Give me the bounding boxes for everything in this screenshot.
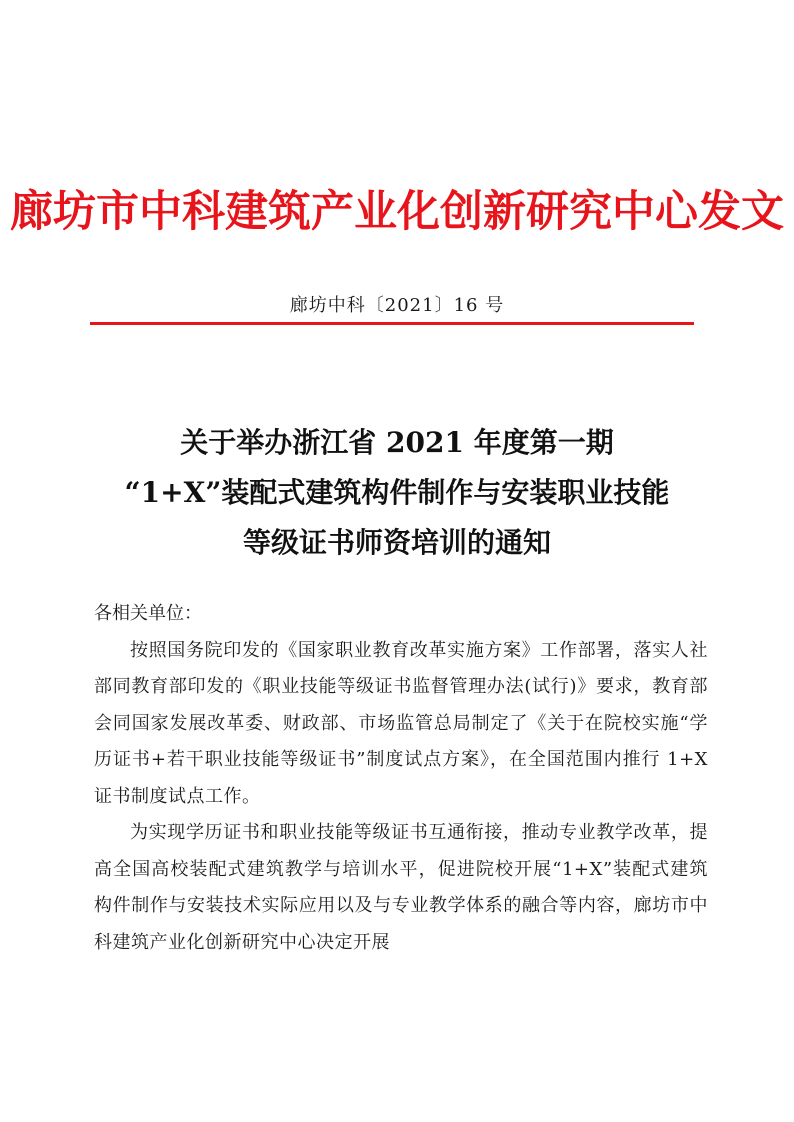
salutation: 各相关单位：: [94, 603, 202, 624]
document-number: 廊坊中科〔2021〕16 号: [289, 295, 505, 316]
notice-title-line-1: 关于举办浙江省 2021 年度第一期: [180, 426, 614, 459]
notice-title-line-3: 等级证书师资培训的通知: [242, 526, 551, 559]
body-paragraph-2: 为实现学历证书和职业技能等级证书互通衔接，推动专业教学改革，提高全国高校装配式建筑教学与培训水平，促进院校开展“1+X”装配式建筑构件制作与安装技术实际应用以及与专业教学体系的融合等内容，廊坊市中科建筑产业化创新研究中心决定开展: [94, 822, 708, 953]
notice-title-line-2: “1+X”装配式建筑构件制作与安装职业技能: [124, 476, 670, 509]
notice-title: [0, 418, 794, 568]
body-paragraph-1: 按照国务院印发的《国家职业教育改革实施方案》工作部署，落实人社部同教育部印发的《职业技能等级证书监督管理办法(试行)》要求，教育部会同国家发展改革委、财政部、市场监管总局制定了《关于在院校实施“学历证书+若干职业技能等级证书”制度试点方案》，在全国范围内推行 1+X 证书制度试点工作。: [94, 639, 708, 807]
issuer-header-title: 廊坊市中科建筑产业化创新研究中心发文: [10, 187, 784, 237]
notice-body: [94, 596, 708, 961]
red-divider-line: [90, 322, 694, 325]
